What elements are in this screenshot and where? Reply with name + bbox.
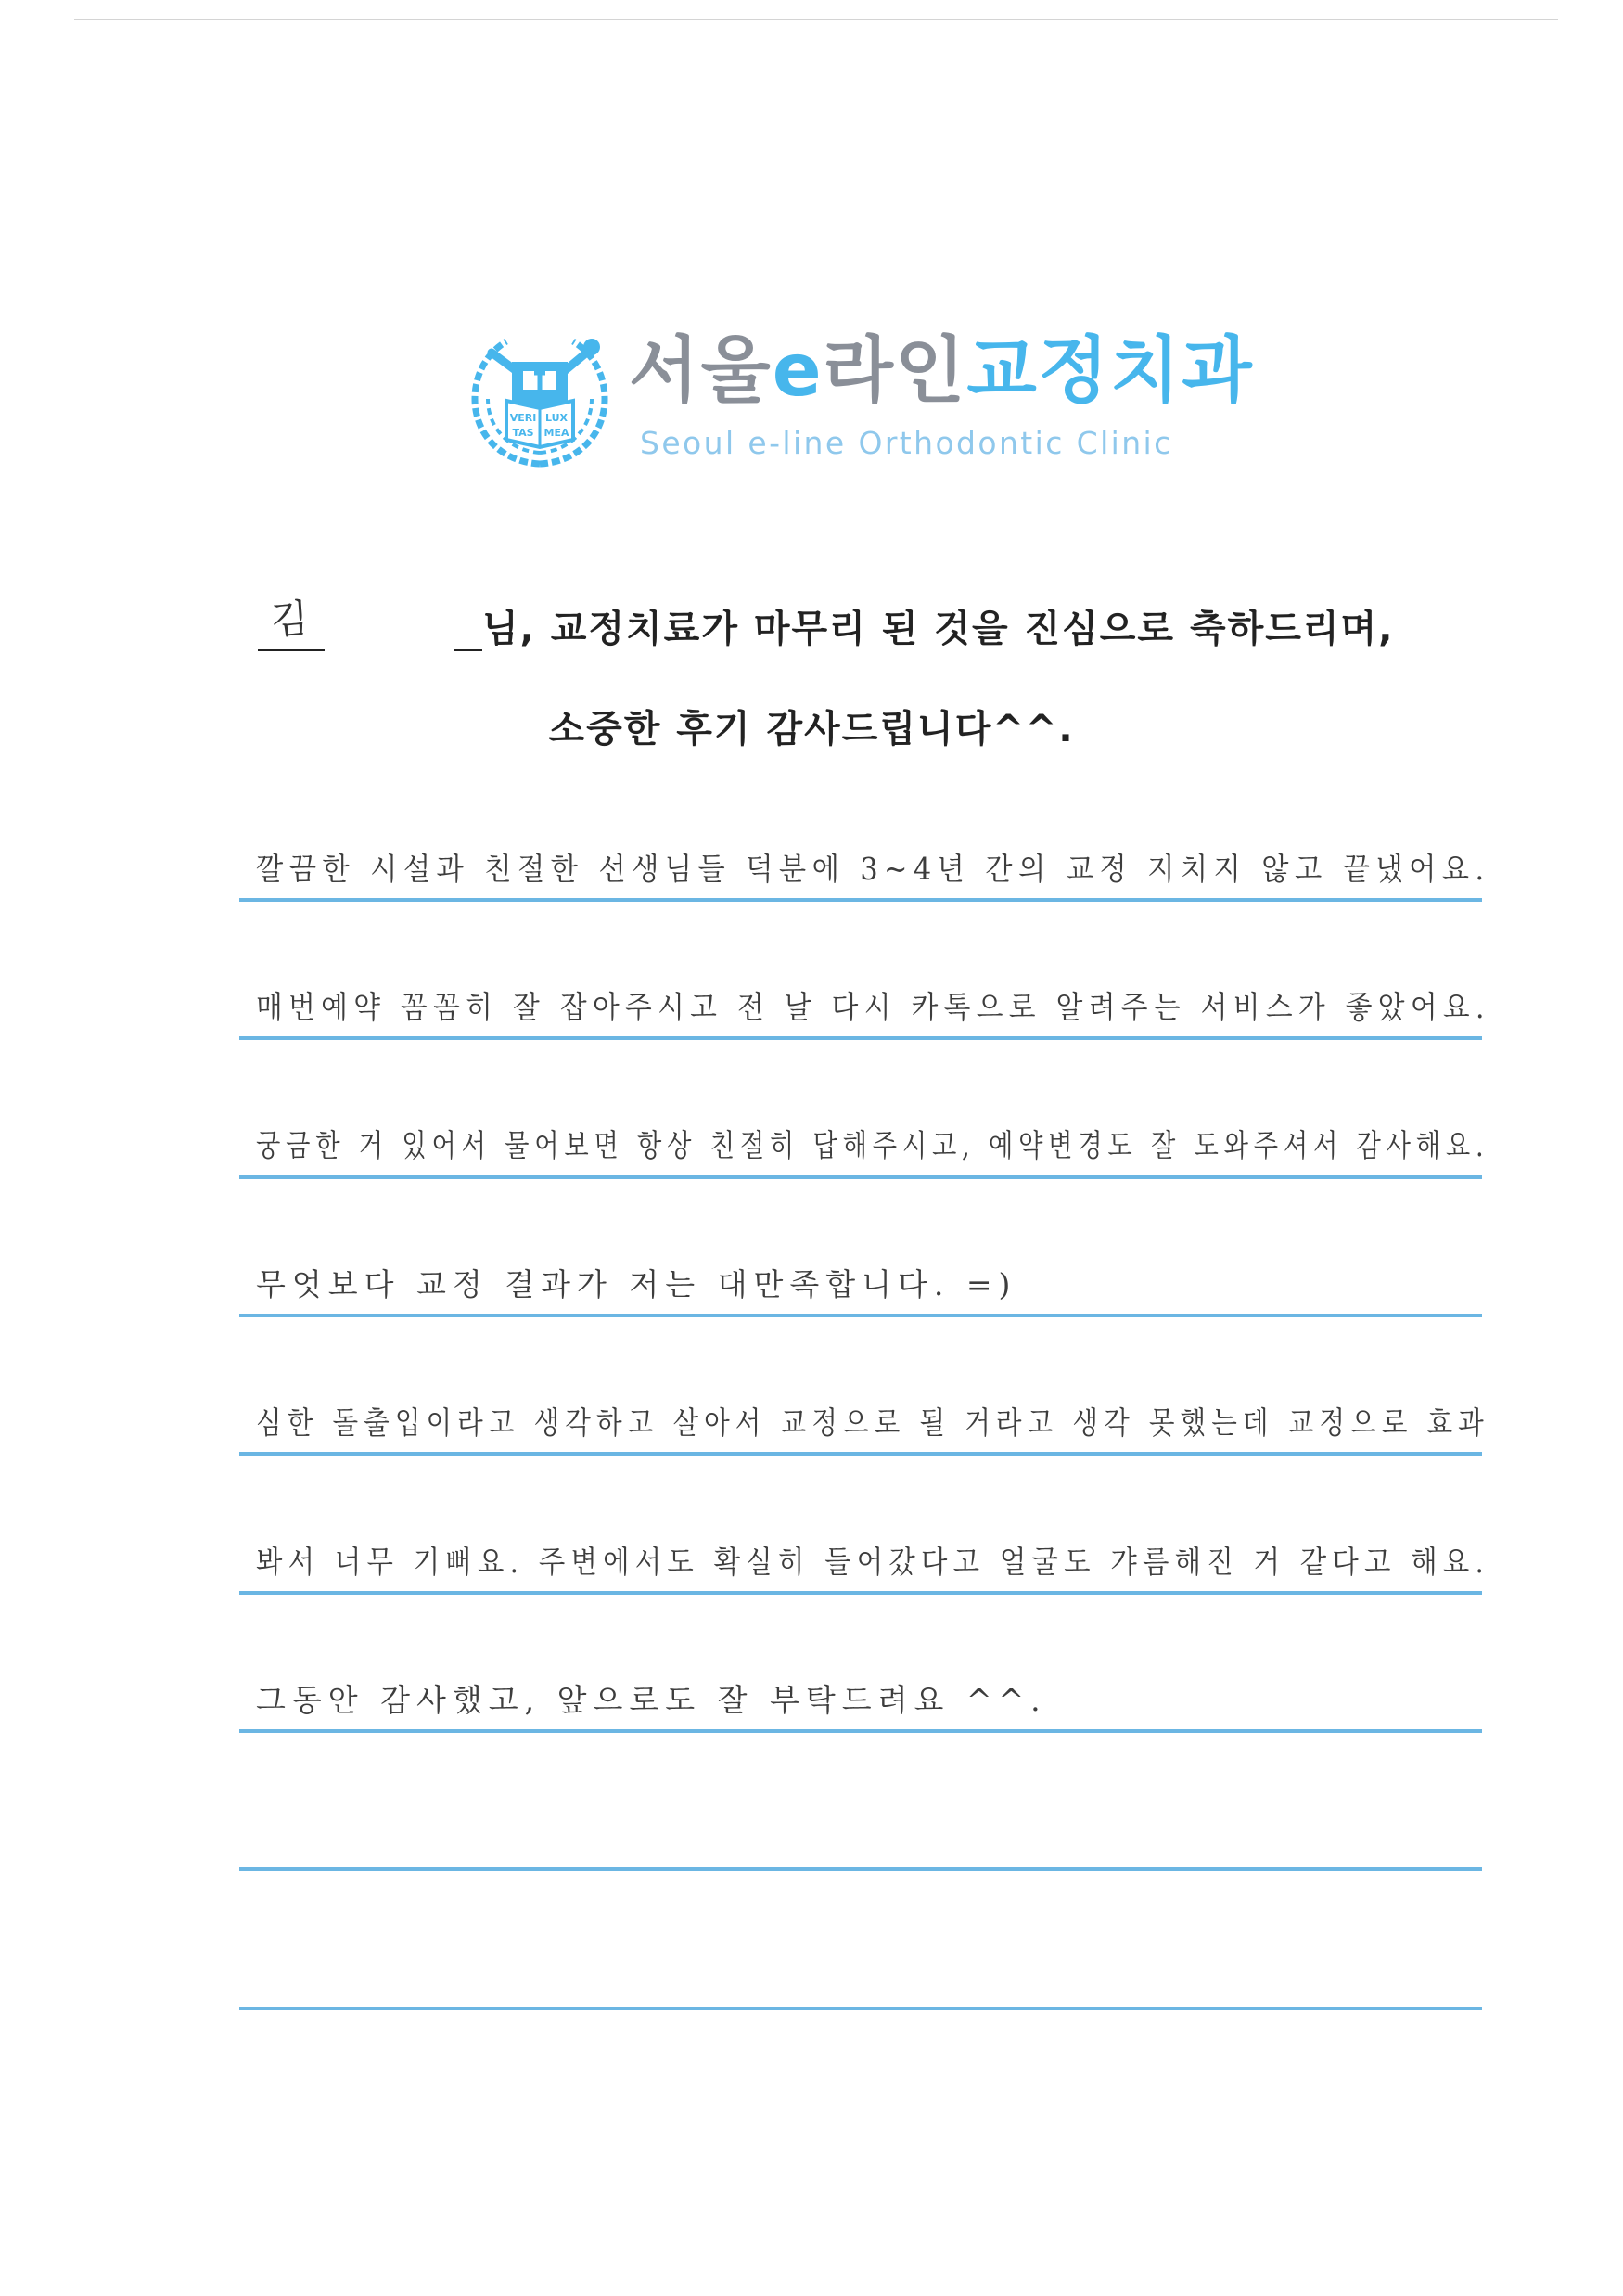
svg-text:LUX: LUX xyxy=(544,412,569,424)
clinic-name-part2: 라인 xyxy=(823,329,967,413)
ruled-line xyxy=(239,1729,1482,1733)
ruled-line xyxy=(239,1175,1482,1179)
patient-name-handwritten: 김 xyxy=(269,595,311,644)
scan-artifact-line xyxy=(74,19,1558,20)
clinic-name-part1: 서울 xyxy=(629,329,773,413)
clinic-name-part3: 교정치과 xyxy=(966,329,1254,413)
review-text-line: 봐서 너무 기뻐요. 주변에서도 확실히 들어갔다고 얼굴도 갸름해진 거 같다고 해요. xyxy=(256,1544,1490,1580)
clinic-name-korean xyxy=(629,327,1254,416)
ruled-line xyxy=(239,1036,1482,1040)
clinic-name-english: Seoul e-line Orthodontic Clinic xyxy=(640,425,1173,461)
ruled-line xyxy=(239,1452,1482,1456)
review-text-line: 무엇보다 교정 결과가 저는 대만족합니다. =) xyxy=(256,1266,1017,1302)
ruled-line xyxy=(239,2007,1482,2010)
review-text-line: 그동안 감사했고, 앞으로도 잘 부탁드려요 ^^. xyxy=(256,1682,1047,1718)
review-text-line: 매번예약 꼼꼼히 잘 잡아주시고 전 날 다시 카톡으로 알려주는 서비스가 좋았어요. xyxy=(256,989,1490,1025)
svg-text:MEA: MEA xyxy=(543,427,569,439)
clinic-logo xyxy=(464,325,1298,482)
ruled-line xyxy=(239,1314,1482,1317)
svg-text:VERI: VERI xyxy=(509,412,537,424)
greeting-line-1: 님, 교정치료가 마무리 된 것을 진심으로 축하드리며, xyxy=(482,608,1395,650)
greeting-line-2: 소중한 후기 감사드립니다^^. xyxy=(548,708,1075,750)
review-text-line: 깔끔한 시설과 친절한 선생님들 덕분에 3~4년 간의 교정 지치지 않고 끝냈어요. xyxy=(256,851,1490,887)
ruled-line xyxy=(239,1867,1482,1871)
university-seal-icon xyxy=(464,325,617,478)
svg-text:TAS: TAS xyxy=(512,427,534,439)
ruled-line xyxy=(239,1591,1482,1595)
name-blank-underline xyxy=(454,649,482,651)
name-underline xyxy=(258,649,325,651)
ruled-line xyxy=(239,898,1482,902)
review-text-line: 심한 돌출입이라고 생각하고 살아서 교정으로 될 거라고 생각 못했는데 교정으로 효과 xyxy=(256,1405,1489,1441)
review-text-line: 궁금한 거 있어서 물어보면 항상 친절히 답해주시고, 예약변경도 잘 도와주셔서 감사해요. xyxy=(256,1127,1489,1163)
clinic-name-e: e xyxy=(772,329,824,413)
